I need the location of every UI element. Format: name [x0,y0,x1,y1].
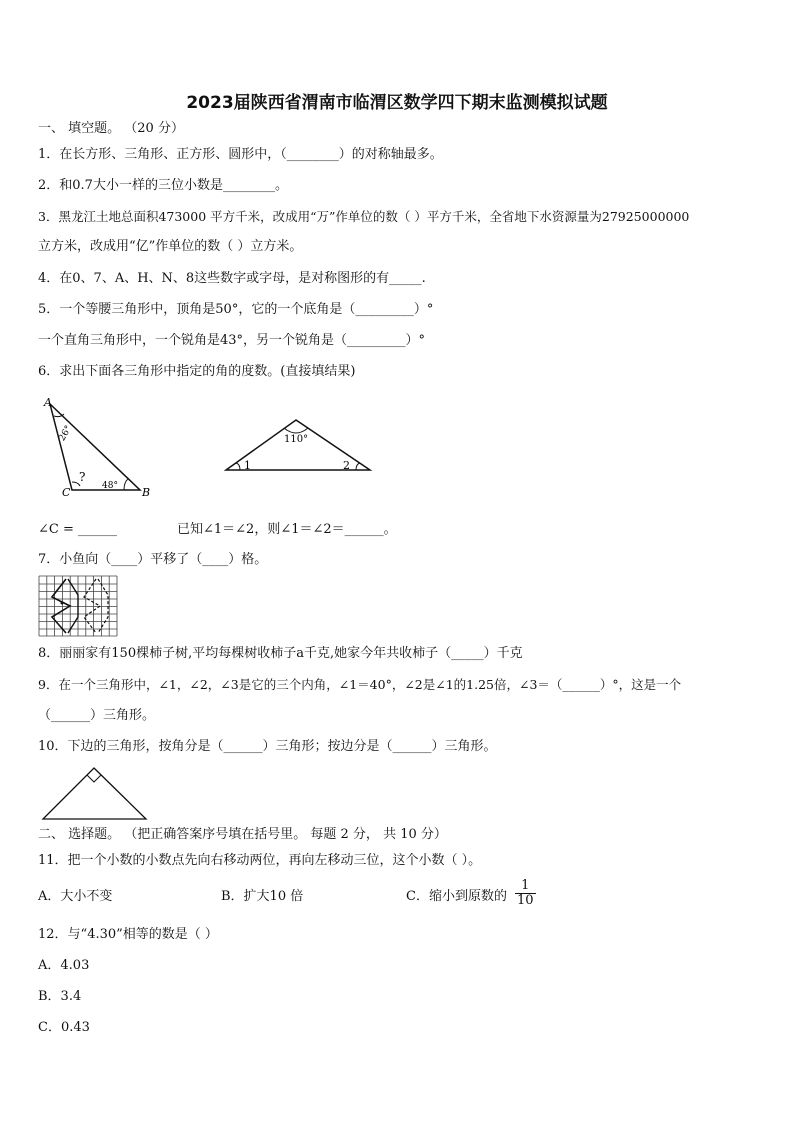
section-1-heading: 一、 填空题。 （20 分） [38,121,184,136]
fish-grid-figure [38,575,118,637]
angle-b-label: 48° [102,481,118,491]
translated-fish-shape [84,579,100,633]
fraction-numerator: 1 [515,879,536,894]
question-6-answer-1: ∠C = ______ [38,522,117,537]
fraction-denominator: 10 [517,893,534,908]
question-5-line-2: 一个直角三角形中，一个锐角是43°，另一个锐角是（_________）° [38,333,426,348]
question-8: 8．丽丽家有150棵柿子树,平均每棵树收柿子a千克,她家今年共收柿子（_____）千克 [38,646,523,661]
question-12-option-a: A．4.03 [38,958,90,973]
question-12-option-b: B．3.4 [38,989,82,1004]
question-2: 2．和0.7大小一样的三位小数是________。 [38,178,288,193]
question-6: 6．求出下面各三角形中指定的角的度数。(直接填结果) [38,364,356,379]
right-isosceles-triangle [43,768,146,819]
question-12: 12．与“4.30”相等的数是（ ） [38,927,218,942]
question-11-option-b: B．扩大10 倍 [221,889,304,904]
question-5-line-1: 5．一个等腰三角形中，顶角是50°，它的一个底角是（_________）° [38,302,434,317]
angle-top-arc [284,428,308,433]
vertex-c-label: C [62,486,71,499]
question-9-line-1: 9．在一个三角形中，∠1，∠2，∠3是它的三个内角，∠1＝40°，∠2是∠1的1.25倍，∠3＝（______）°，这是一个 [38,677,682,692]
angle-2-arc [356,463,360,470]
triangle-abc-figure [40,396,155,502]
angle-a-label: 26° [57,424,75,443]
question-1: 1．在长方形、三角形、正方形、圆形中，（________）的对称轴最多。 [38,147,443,162]
question-12-option-c: C．0.43 [38,1020,90,1035]
page-title: 2023届陕西省渭南市临渭区数学四下期末监测模拟试题 [186,93,608,113]
vertex-a-label: A [44,396,52,409]
section-2-heading: 二、 选择题。 （把正确答案序号填在括号里。 每题 2 分， 共 10 分） [38,827,447,842]
angle-b-arc [124,479,128,490]
vertex-b-label: B [142,486,151,499]
angle-c-label: ? [79,470,86,484]
angle-1-label: 1 [244,459,251,472]
question-6-answer-2: 已知∠1＝∠2，则∠1＝∠2＝______。 [177,522,397,537]
question-4: 4．在0、7、A、H、N、8这些数字或字母，是对称图形的有_____. [38,271,426,286]
question-11: 11．把一个小数的小数点先向右移动两位，再向左移动三位，这个小数（ ）。 [38,853,482,868]
angle-1-arc [236,463,240,470]
fraction-one-tenth [515,879,536,908]
question-7: 7．小鱼向（____）平移了（____）格。 [38,552,268,567]
question-11-option-c: C．缩小到原数的 [406,889,507,904]
question-9-line-2: （______）三角形。 [38,708,156,723]
question-3-line-1: 3．黑龙江土地总面积473000 平方千米，改成用“万”作单位的数（ ）平方千米，全省地下水资源量为27925000000 [38,209,690,224]
right-angle-mark [87,775,101,782]
question-10: 10．下边的三角形，按角分是（______）三角形；按边分是（______）三角形。 [38,739,497,754]
triangle-abc [50,404,140,490]
question-11-option-a: A．大小不变 [38,889,113,904]
angle-110-label: 110° [284,434,309,445]
obtuse-triangle-figure [222,416,376,474]
question-3-line-2: 立方米，改成用“亿”作单位的数（ ）立方米。 [38,239,303,254]
right-triangle-figure [40,764,150,822]
fish-eye [61,602,64,605]
angle-2-label: 2 [343,459,350,472]
